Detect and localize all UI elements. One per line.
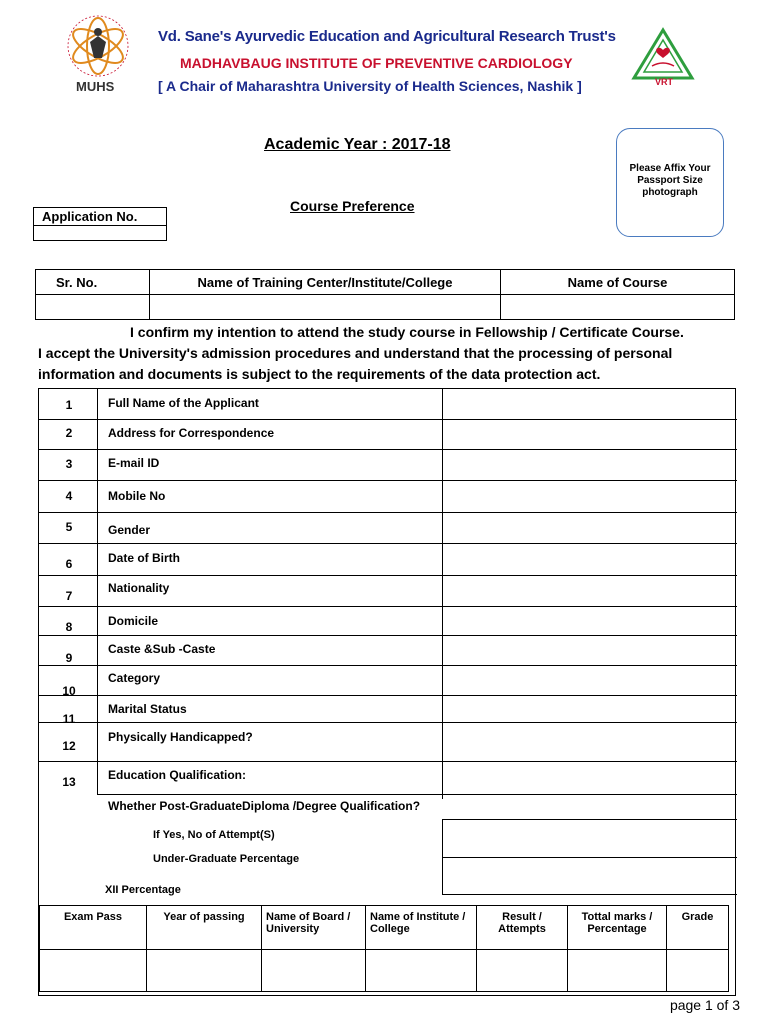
label-date-of-birth: Date of Birth [108, 551, 180, 565]
declaration-line-1-text: I confirm my intention to attend the study course in Fellowship / Certificate Course. [130, 324, 684, 340]
label-gender: Gender [108, 523, 151, 537]
field-number: 13 [62, 775, 76, 789]
header-university-chair: [ A Chair of Maharashtra University of Health Sciences, Nashik ] [158, 78, 582, 94]
exam-table-row [40, 950, 729, 992]
label-category: Category [108, 671, 161, 685]
col-training-center: Name of Training Center/Institute/College [150, 270, 501, 295]
header-trust-name: Vd. Sane's Ayurvedic Education and Agricultural Research Trust's [158, 28, 616, 45]
row-line [39, 543, 442, 544]
row-line [39, 575, 442, 576]
academic-year-title: Academic Year : 2017-18 [264, 136, 451, 153]
row-line [39, 761, 442, 762]
row-line [39, 512, 442, 513]
category-field[interactable] [443, 666, 736, 695]
declaration-line-2: I accept the University's admission procedures and understand that the processing of personal [38, 345, 673, 361]
label-pg-question: Whether Post-GraduateDiploma /Degree Qualification? [108, 799, 421, 813]
col-result-attempts: Result / Attempts [477, 906, 568, 950]
attempts-field[interactable] [443, 820, 736, 857]
course-preference-title: Course Preference [290, 198, 415, 214]
course-preference-table [35, 269, 735, 320]
exam-table-header [40, 906, 729, 950]
exam-table [39, 905, 729, 992]
exam-pass-field[interactable] [40, 950, 147, 992]
field-number: 10 [62, 684, 76, 698]
row-line [39, 635, 442, 636]
row-line [39, 695, 442, 696]
label-attempts: If Yes, No of Attempt(S) [153, 829, 275, 841]
pg-question-line [97, 794, 737, 795]
physically-handicapped-field[interactable] [443, 723, 736, 761]
declaration-line-3: information and documents is subject to the requirements of the data protection act. [38, 366, 601, 382]
result-attempts-field[interactable] [477, 950, 568, 992]
mobile-field[interactable] [443, 481, 736, 512]
field-number: 2 [65, 426, 73, 440]
label-caste: Caste &Sub -Caste [108, 642, 216, 656]
field-number: 12 [62, 739, 76, 753]
label-ug-percentage: Under-Graduate Percentage [153, 853, 300, 865]
application-no-box [33, 207, 167, 241]
col-total-marks: Tottal marks / Percentage [568, 906, 667, 950]
institute-college-field[interactable] [366, 950, 477, 992]
training-center-field[interactable] [150, 295, 501, 320]
declaration-text [38, 322, 738, 385]
education-qualification-field[interactable] [443, 762, 736, 794]
application-no-label: Application No. [34, 208, 166, 226]
grade-field[interactable] [667, 950, 729, 992]
marital-status-field[interactable] [443, 696, 736, 722]
board-university-field[interactable] [262, 950, 366, 992]
label-physically-handicapped: Physically Handicapped? [108, 730, 253, 744]
application-no-field[interactable] [34, 226, 166, 241]
course-name-field[interactable] [501, 295, 735, 320]
col-institute-college: Name of Institute / College [366, 906, 477, 950]
field-number: 3 [65, 457, 73, 471]
label-domicile: Domicile [108, 614, 159, 628]
col-board-university: Name of Board / University [262, 906, 366, 950]
field-number: 7 [65, 589, 73, 603]
label-marital-status: Marital Status [108, 702, 187, 716]
col-sr-no: Sr. No. [36, 270, 150, 295]
label-mobile: Mobile No [108, 489, 166, 503]
total-marks-field[interactable] [568, 950, 667, 992]
passport-photo-box[interactable] [616, 128, 724, 237]
label-full-name: Full Name of the Applicant [108, 396, 259, 410]
label-nationality: Nationality [108, 581, 170, 595]
email-field[interactable] [443, 450, 736, 480]
xii-value-line [442, 894, 737, 895]
col-exam-pass: Exam Pass [40, 906, 147, 950]
vrt-logo-text: VRT [655, 77, 673, 87]
photo-box-instruction: Please Affix Your Passport Size photograph [629, 163, 711, 198]
label-education-qualification: Education Qualification: [108, 768, 247, 782]
field-number: 1 [65, 398, 73, 412]
col-grade: Grade [667, 906, 729, 950]
label-address: Address for Correspondence [108, 426, 275, 440]
field-number: 11 [62, 712, 76, 726]
field-number: 9 [65, 651, 73, 665]
sr-no-field[interactable] [36, 295, 150, 320]
field-number: 5 [65, 520, 73, 534]
label-email: E-mail ID [108, 456, 160, 470]
field-number: 6 [65, 557, 73, 571]
row-line [39, 449, 442, 450]
col-year-of-passing: Year of passing [147, 906, 262, 950]
page-number: page 1 of 3 [669, 997, 740, 1013]
row-line [39, 419, 442, 420]
muhs-logo-text: MUHS [76, 79, 115, 94]
ug-percentage-field[interactable] [443, 858, 736, 894]
nationality-field[interactable] [443, 576, 736, 606]
field-number: 8 [65, 620, 73, 634]
row-line [39, 722, 442, 723]
domicile-field[interactable] [443, 607, 736, 635]
row-line [39, 480, 442, 481]
row-line [39, 606, 442, 607]
col-course-name: Name of Course [501, 270, 735, 295]
header-institute-name: MADHAVBAUG INSTITUTE OF PREVENTIVE CARDIOLOGY [180, 55, 573, 71]
course-table-header [36, 270, 735, 295]
course-table-row [36, 295, 735, 320]
label-xii-percentage: XII Percentage [105, 884, 181, 896]
address-field[interactable] [443, 420, 736, 449]
field-number: 4 [65, 489, 73, 503]
declaration-line-1 [38, 322, 738, 343]
caste-field[interactable] [443, 636, 736, 665]
date-of-birth-field[interactable] [443, 544, 736, 575]
row-line [39, 665, 442, 666]
gender-field[interactable] [443, 513, 736, 543]
year-of-passing-field[interactable] [147, 950, 262, 992]
full-name-field[interactable] [443, 390, 736, 419]
